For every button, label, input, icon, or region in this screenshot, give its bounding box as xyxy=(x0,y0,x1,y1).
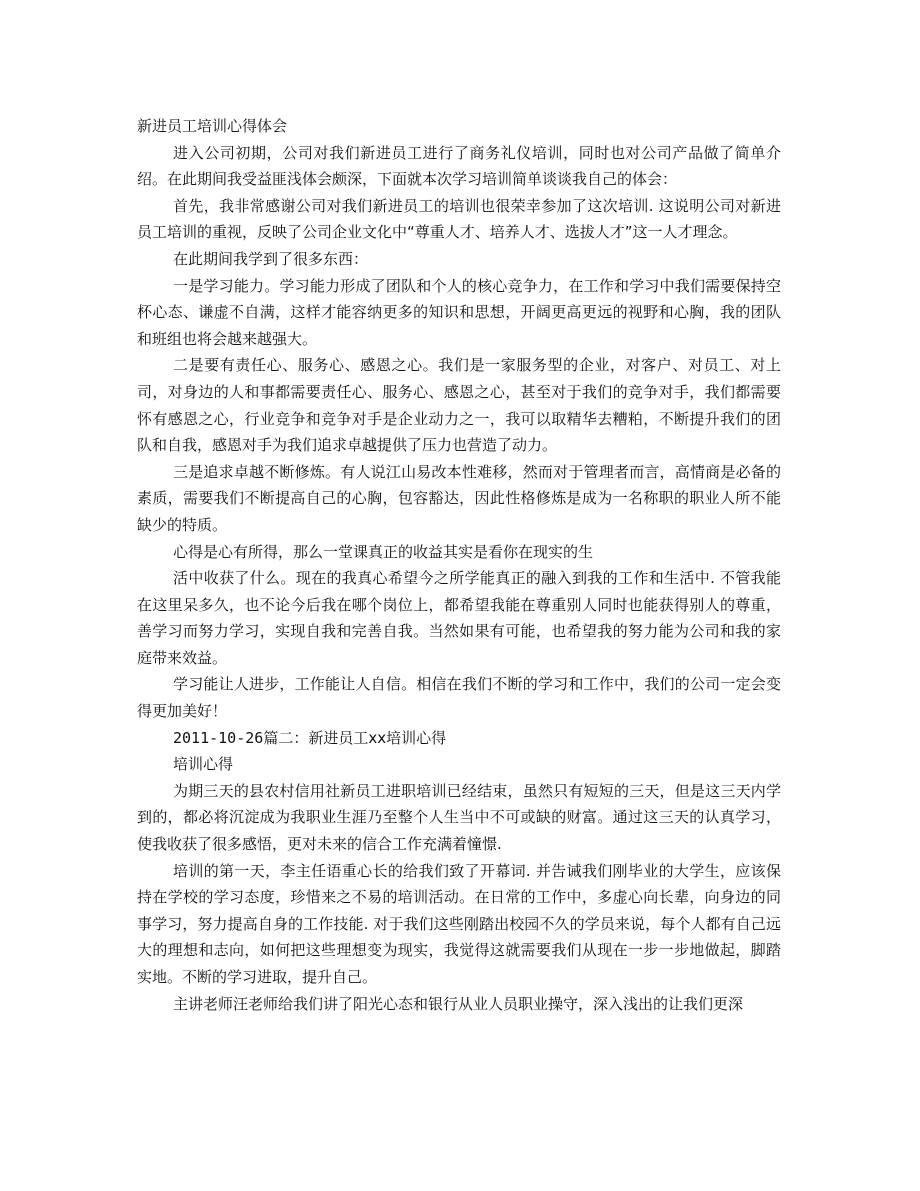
paragraph-point-three: 三是追求卓越不断修炼。有人说江山易改本性难移，然而对于管理者而言，高情商是必备的素质，需要我们不断提高自己的心胸，包容豁达，因此性格修炼是成为一名称职的职业人所不能缺少的特质。 xyxy=(137,462,781,534)
section-date: 2011-10-26 xyxy=(173,728,264,747)
paragraph-point-two: 二是要有责任心、服务心、感恩之心。我们是一家服务型的企业，对客户、对员工、对上司，对身边的人和事都需要责任心、服务心、感恩之心，甚至对于我们的竞争对手，我们都需要怀有感恩之心，行业竞争和竞争对手是企业动力之一，我可以取精华去糟粕，不断提升我们的团队和自我，感恩对手为我们追求卓越提供了压力也营造了动力。 xyxy=(137,356,781,455)
paragraph-reflection-continued: 活中收获了什么。现在的我真心希望今之所学能真正的融入到我的工作和生活中. 不管我能在这里呆多久，也不论今后我在哪个岗位上，都希望我能在尊重别人同时也能获得别人的尊重，善学习而努力学习，实现自我和完善自我。当然如果有可能，也希望我的努力能为公司和我的家庭带来效益。 xyxy=(137,569,781,667)
paragraph-first-day: 培训的第一天，李主任语重心长的给我们致了开幕词. 并告诫我们刚毕业的大学生，应该保持在学校的学习态度，珍惜来之不易的培训活动。在日常的工作中，多虚心向长辈，向身边的同事学习，努力提高自身的工作技能. 对于我们这些刚踏出校园不久的学员来说，每个人都有自己远大的理想和志向，如何把这些理想变为现实，我觉得这就需要我们从现在一步一步地做起，脚踏实地。不断的学习进取，提升自己。 xyxy=(137,861,781,986)
paragraph-training-overview: 为期三天的县农村信用社新员工进职培训已经结束，虽然只有短短的三天，但是这三天内学到的，都必将沉淀成为我职业生涯乃至整个人生当中不可或缺的财富。通过这三天的认真学习，使我收获了很多感悟，更对未来的信合工作充满着憧憬. xyxy=(137,781,781,854)
paragraph-thanks: 首先，我非常感谢公司对我们新进员工的培训也很荣幸参加了这次培训. 这说明公司对新进员工培训的重视，反映了公司企业文化中“尊重人才、培养人才、选拔人才”这一人才理念。 xyxy=(137,196,781,242)
paragraph-learned: 在此期间我学到了很多东西： xyxy=(173,249,369,268)
paragraph-reflection-start: 心得是心有所得，那么一堂课真正的收益其实是看你在现实的生 xyxy=(173,542,594,561)
section-heading-part-two xyxy=(137,725,781,752)
document-body xyxy=(137,113,781,1017)
document-title: 新进员工培训心得体会 xyxy=(137,117,288,135)
section-subheading: 培训心得 xyxy=(173,755,234,774)
paragraph-lecturer: 主讲老师汪老师给我们讲了阳光心态和银行从业人员职业操守，深入浅出的让我们更深 xyxy=(173,994,744,1013)
section-title: 篇二：新进员工xx培训心得 xyxy=(263,728,447,747)
paragraph-conclusion: 学习能让人进步，工作能让人自信。相信在我们不断的学习和工作中，我们的公司一定会变得更加美好！ xyxy=(137,675,781,721)
paragraph-intro: 进入公司初期，公司对我们新进员工进行了商务礼仪培训，同时也对公司产品做了简单介绍。在此期间我受益匪浅体会颇深，下面就本次学习培训简单谈谈我自己的体会： xyxy=(137,143,781,189)
paragraph-point-one: 一是学习能力。学习能力形成了团队和个人的核心竞争力，在工作和学习中我们需要保持空杯心态、谦虚不自满，这样才能容纳更多的知识和思想，开阔更高更远的视野和心胸，我的团队和班组也将会越来越强大。 xyxy=(137,276,781,348)
